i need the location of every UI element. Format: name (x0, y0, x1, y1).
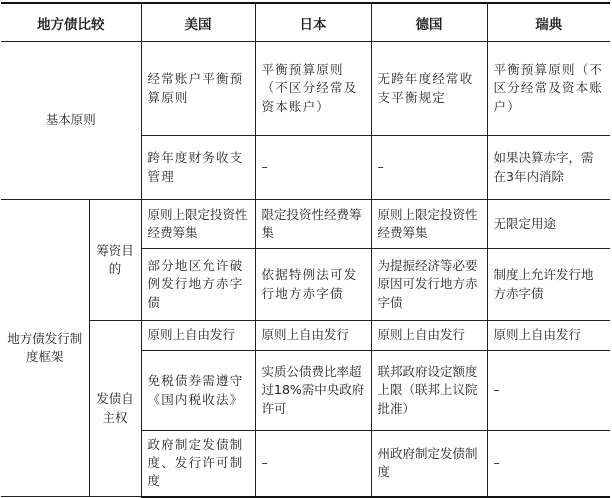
cell-purpose-2-usa: 部分地区允许破例发行地方赤字债 (141, 249, 255, 321)
cell-purpose-2-germany: 为提振经济等必要原因可发行地方赤字债 (371, 249, 487, 321)
table-row (1, 200, 610, 249)
cell-autonomy-1-germany: 原则上自由发行 (371, 321, 487, 351)
header-corner: 地方债比较 (1, 3, 141, 42)
cell-purpose-2-sweden: 制度上允许发行地方赤字债 (487, 249, 610, 321)
cell-purpose-1-sweden: 无限定用途 (487, 200, 610, 249)
table-row (1, 321, 610, 351)
cell-basic-1-sweden: 平衡预算原则（不区分经常及资本账户） (487, 42, 610, 136)
cell-autonomy-3-germany: 州政府制定发债制度 (371, 431, 487, 497)
cell-purpose-1-japan: 限定投资性经费筹集 (255, 200, 371, 249)
cell-purpose-1-usa: 原则上限定投资性经费筹集 (141, 200, 255, 249)
cell-basic-1-usa: 经常账户平衡预算原则 (141, 42, 255, 136)
cell-autonomy-2-sweden: – (487, 351, 610, 431)
cell-purpose-2-japan: 依据特例法可发行地方赤字债 (255, 249, 371, 321)
cell-autonomy-3-usa: 政府制定发债制度、发行许可制度 (141, 431, 255, 497)
header-usa: 美国 (141, 3, 255, 42)
header-row (1, 3, 610, 42)
header-sweden: 瑞典 (487, 3, 610, 42)
cell-basic-2-sweden: 如果决算赤字，需在3年内消除 (487, 136, 610, 200)
cell-basic-2-germany: – (371, 136, 487, 200)
cell-autonomy-3-sweden: – (487, 431, 610, 497)
header-japan: 日本 (255, 3, 371, 42)
header-germany: 德国 (371, 3, 487, 42)
cell-autonomy-2-germany: 联邦政府设定额度上限（联邦上议院批准） (371, 351, 487, 431)
cell-autonomy-1-usa: 原则上自由发行 (141, 321, 255, 351)
cell-basic-1-germany: 无跨年度经常收支平衡规定 (371, 42, 487, 136)
subsection-autonomy: 发债自主权 (89, 321, 141, 497)
cell-purpose-1-germany: 原则上限定投资性经费筹集 (371, 200, 487, 249)
cell-basic-2-japan: – (255, 136, 371, 200)
section-basic-principles: 基本原则 (1, 42, 141, 200)
cell-autonomy-2-japan: 实质公债费比率超过18%需中央政府许可 (255, 351, 371, 431)
cell-basic-2-usa: 跨年度财务收支管理 (141, 136, 255, 200)
subsection-purpose: 筹资目的 (89, 200, 141, 321)
table-row (1, 42, 610, 136)
cell-autonomy-3-japan: – (255, 431, 371, 497)
section-framework: 地方债发行制度框架 (1, 200, 89, 497)
cell-autonomy-1-sweden: 原则上自由发行 (487, 321, 610, 351)
cell-basic-1-japan: 平衡预算原则（不区分经常及资本账户） (255, 42, 371, 136)
cell-autonomy-1-japan: 原则上自由发行 (255, 321, 371, 351)
cell-autonomy-2-usa: 免税债券需遵守《国内税收法》 (141, 351, 255, 431)
local-debt-comparison-table (1, 2, 610, 498)
